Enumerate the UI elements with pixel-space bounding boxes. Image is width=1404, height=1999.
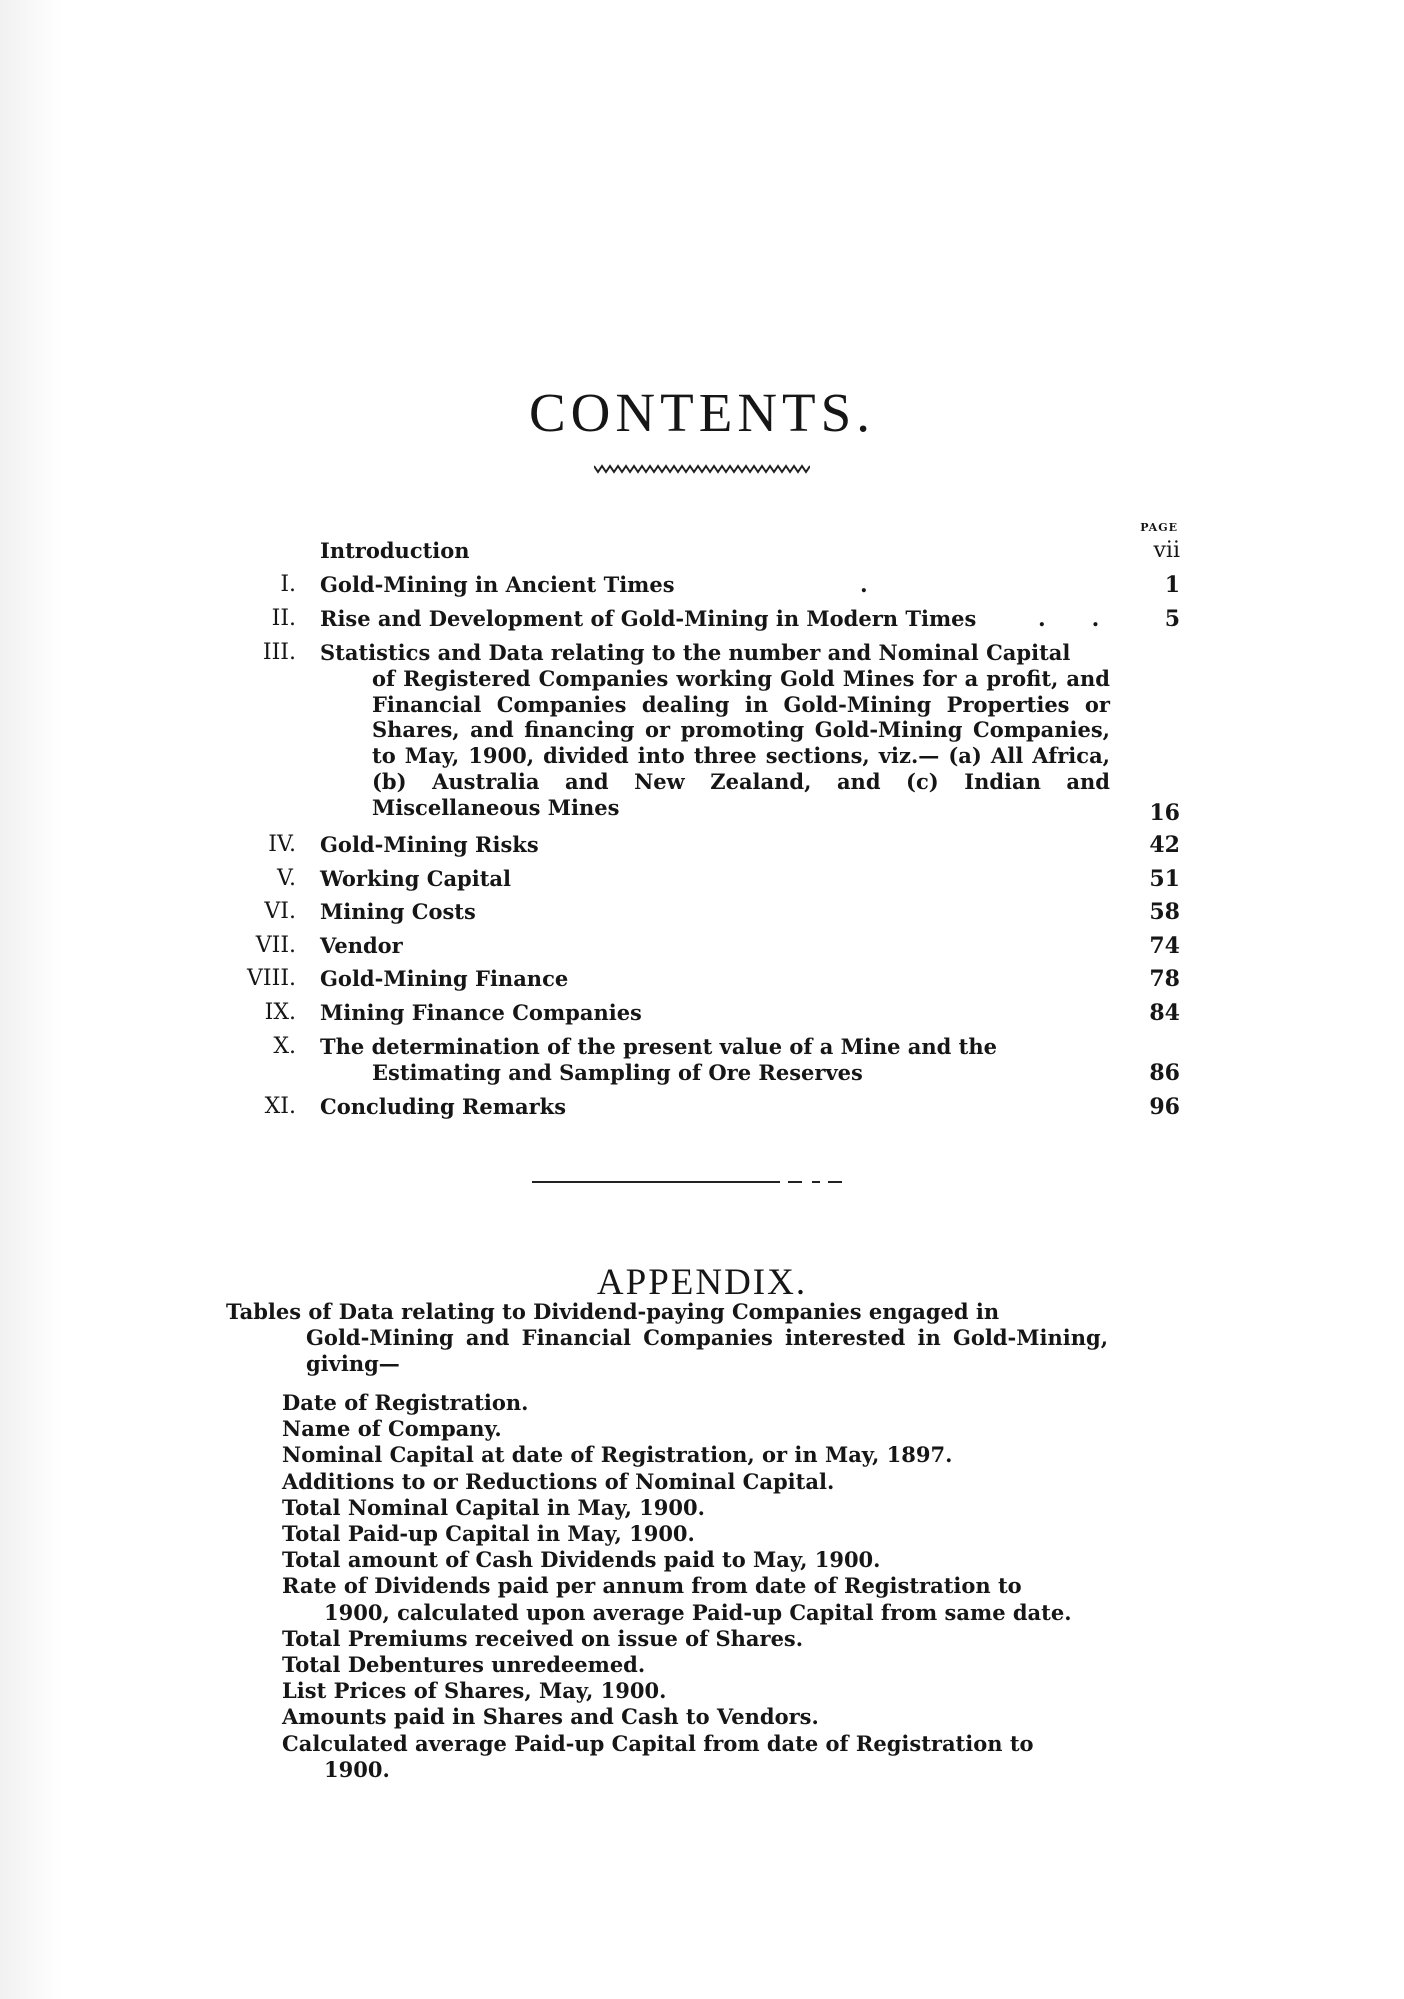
toc-chapter-number: X. — [273, 1034, 296, 1059]
appendix-item-continuation: 1900. — [324, 1756, 390, 1782]
toc-chapter-title — [320, 1000, 1110, 1026]
toc-page-number: 42 — [1149, 832, 1180, 858]
toc-page-number: 58 — [1149, 899, 1180, 925]
toc-title-line: Gold-Mining in Ancient Times — [320, 572, 675, 597]
toc-chapter-number: VI. — [264, 899, 296, 924]
appendix-item-line: Rate of Dividends paid per annum from date of Registration to — [282, 1573, 1022, 1599]
toc-chapter-number: V. — [276, 866, 296, 891]
appendix-title: APPENDIX. — [596, 1261, 808, 1303]
appendix-item-continuation: 1900, calculated upon average Paid-up Capital from same date. — [324, 1599, 1072, 1625]
appendix-item — [282, 1652, 1112, 1678]
toc-leader-dots: . . — [1038, 606, 1100, 632]
toc-page-number: 5 — [1164, 606, 1180, 632]
toc-title-line: Working Capital — [320, 866, 511, 891]
toc-page-number: 84 — [1149, 1000, 1180, 1026]
toc-page-number: 96 — [1149, 1094, 1180, 1120]
contents-title: CONTENTS. — [529, 381, 875, 443]
appendix-item-line: Total Premiums received on issue of Shares. — [282, 1625, 804, 1651]
toc-page-number: 51 — [1149, 866, 1180, 892]
toc-page-number: vii — [1153, 538, 1180, 563]
toc-chapter-title — [320, 832, 1110, 858]
toc-title-line: Concluding Remarks — [320, 1094, 567, 1119]
toc-page-number: 78 — [1149, 966, 1180, 992]
toc-chapter-title — [320, 1034, 1110, 1086]
toc-title-line: Statistics and Data relating to the number and Nominal Capital — [320, 640, 1071, 665]
toc-title-continuation: Estimating and Sampling of Ore Reserves — [372, 1059, 863, 1085]
appendix-item — [282, 1547, 1112, 1573]
toc-page-number: 86 — [1149, 1060, 1180, 1086]
appendix-item-line: Additions to or Reductions of Nominal Capital. — [282, 1468, 835, 1494]
appendix-item-line: Calculated average Paid-up Capital from date of Registration to — [282, 1730, 1034, 1756]
toc-chapter-number: I. — [280, 572, 296, 597]
toc-chapter-title — [320, 538, 1110, 564]
toc-title-line: Mining Finance Companies — [320, 1000, 642, 1025]
appendix-item-line: Nominal Capital at date of Registration, or in May, 1897. — [282, 1442, 953, 1468]
appendix-item-line: Total Debentures unredeemed. — [282, 1652, 646, 1678]
appendix-item-line: Amounts paid in Shares and Cash to Vendors. — [282, 1704, 819, 1730]
toc-chapter-title — [320, 866, 1110, 892]
appendix-item-line: Total Paid-up Capital in May, 1900. — [282, 1521, 695, 1547]
toc-chapter-number: IV. — [268, 832, 296, 857]
appendix-item-line: Name of Company. — [282, 1416, 502, 1442]
toc-chapter-number: VIII. — [247, 966, 296, 991]
appendix-item — [282, 1390, 1112, 1416]
toc-chapter-title — [320, 1094, 1110, 1120]
appendix-item — [282, 1521, 1112, 1547]
page-column-header: PAGE — [1140, 521, 1178, 534]
scan-page-edge — [0, 0, 62, 1999]
toc-page-number: 1 — [1164, 572, 1180, 598]
toc-title-line: Vendor — [320, 933, 403, 958]
appendix-item — [282, 1678, 1112, 1704]
toc-page-number: 74 — [1149, 933, 1180, 959]
appendix-item-line: Total Nominal Capital in May, 1900. — [282, 1494, 705, 1520]
appendix-item-list — [282, 1390, 1112, 1783]
appendix-intro-continuation: Gold-Mining and Financial Companies interested in Gold-Mining, giving— — [306, 1325, 1108, 1376]
appendix-item-line: Date of Registration. — [282, 1390, 529, 1415]
toc-leader-dots: . — [860, 572, 868, 598]
toc-title-line: The determination of the present value of a Mine and the — [320, 1034, 997, 1059]
appendix-item-line: Total amount of Cash Dividends paid to May, 1900. — [282, 1547, 881, 1573]
decorative-squiggle-rule — [594, 462, 810, 476]
toc-title-line: Gold-Mining Finance — [320, 966, 569, 991]
toc-title-line: Mining Costs — [320, 899, 476, 924]
appendix-item — [282, 1416, 1112, 1442]
toc-title-line: Gold-Mining Risks — [320, 832, 539, 857]
appendix-item — [282, 1573, 1112, 1625]
toc-chapter-title — [320, 933, 1110, 959]
appendix-item — [282, 1495, 1112, 1521]
appendix-intro — [226, 1299, 1108, 1377]
appendix-item — [282, 1626, 1112, 1652]
appendix-item — [282, 1442, 1112, 1468]
toc-chapter-number: II. — [271, 606, 296, 631]
toc-chapter-number: III. — [262, 640, 296, 665]
toc-chapter-number: IX. — [264, 1000, 296, 1025]
appendix-item — [282, 1469, 1112, 1495]
appendix-intro-line: Tables of Data relating to Dividend-paying Companies engaged in — [226, 1299, 1000, 1324]
toc-chapter-title — [320, 899, 1110, 925]
appendix-item — [282, 1731, 1112, 1783]
toc-page-number: 16 — [1149, 800, 1180, 826]
section-divider-rule — [532, 1178, 842, 1186]
toc-chapter-number: VII. — [255, 933, 296, 958]
toc-chapter-title — [320, 640, 1110, 821]
toc-title-line: Introduction — [320, 538, 470, 563]
toc-chapter-title — [320, 606, 1110, 632]
appendix-item — [282, 1704, 1112, 1730]
toc-title-continuation: of Registered Companies working Gold Mines for a profit, and Financial Companies dealing in Gold-Mining Properties or Shares, and financing or promoting Gold-Mining Companies, to May, 1900, divided into three sections, viz.— (a) All Africa, (b) Australia and New Zealand, and (c) Indian and Miscellaneous Mines — [372, 665, 1110, 820]
toc-chapter-title — [320, 966, 1110, 992]
toc-title-line: Rise and Development of Gold-Mining in Modern Times — [320, 606, 977, 631]
toc-chapter-title — [320, 572, 1110, 598]
toc-chapter-number: XI. — [264, 1094, 296, 1119]
appendix-item-line: List Prices of Shares, May, 1900. — [282, 1678, 667, 1704]
